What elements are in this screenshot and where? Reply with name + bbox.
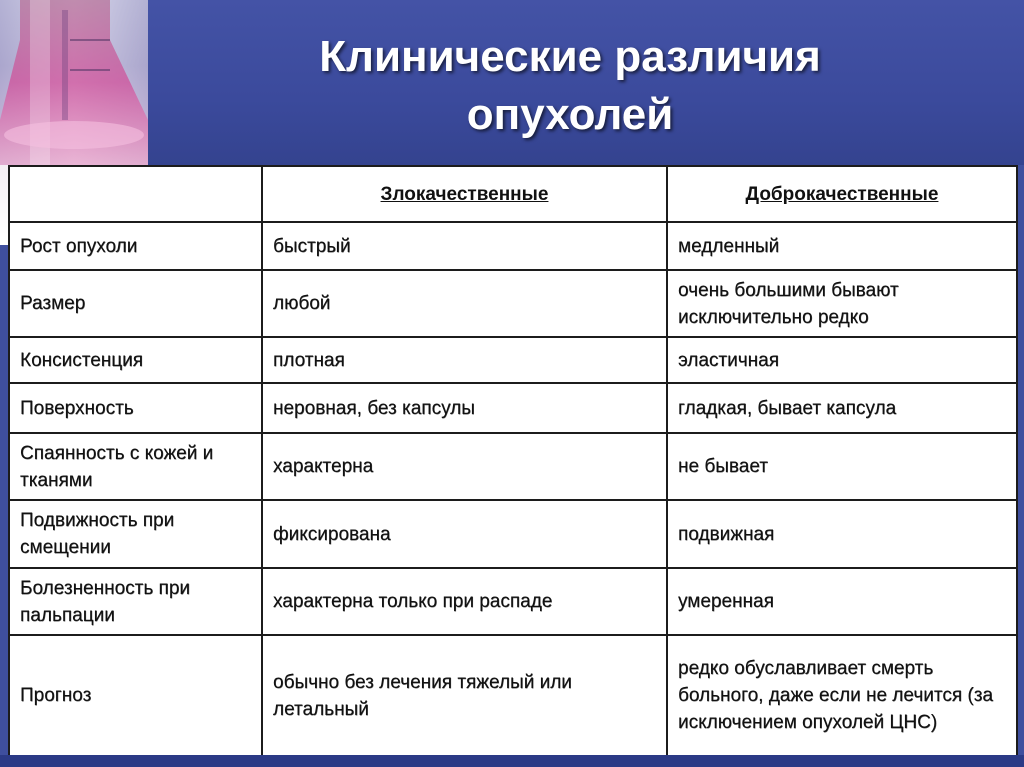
feature-cell: Болезненность при пальпации	[9, 568, 262, 635]
table-row	[9, 270, 1017, 337]
benign-cell: не бывает	[667, 433, 1017, 500]
header-cell-benign: Доброкачественные	[667, 166, 1017, 222]
benign-cell: подвижная	[667, 500, 1017, 568]
malignant-cell: фиксирована	[262, 500, 667, 568]
comparison-table-container	[8, 165, 1016, 755]
malignant-cell: любой	[262, 270, 667, 337]
footer-band	[0, 755, 1024, 767]
benign-cell: очень большими бывают исключительно редко	[667, 270, 1017, 337]
flask-image	[0, 0, 148, 165]
feature-cell: Прогноз	[9, 635, 262, 756]
header-cell-malignant: Злокачественные	[262, 166, 667, 222]
malignant-cell: неровная, без капсулы	[262, 383, 667, 433]
table-row	[9, 222, 1017, 270]
table-row	[9, 383, 1017, 433]
feature-cell: Размер	[9, 270, 262, 337]
table-row	[9, 500, 1017, 568]
benign-cell: умеренная	[667, 568, 1017, 635]
feature-cell: Консистенция	[9, 337, 262, 383]
malignant-cell: плотная	[262, 337, 667, 383]
feature-cell: Поверхность	[9, 383, 262, 433]
feature-cell: Подвижность при смещении	[9, 500, 262, 568]
benign-cell: эластичная	[667, 337, 1017, 383]
table-row	[9, 635, 1017, 756]
table-header-row	[9, 166, 1017, 222]
title-line-2: опухолей	[466, 90, 674, 139]
table-row	[9, 337, 1017, 383]
table-row	[9, 433, 1017, 500]
table-row	[9, 568, 1017, 635]
comparison-table	[8, 165, 1018, 757]
malignant-cell: быстрый	[262, 222, 667, 270]
benign-cell: редко обуславливает смерть больного, даже если не лечится (за исключением опухолей ЦНС)	[667, 635, 1017, 756]
title-line-1: Клинические различия	[319, 32, 821, 81]
feature-cell: Рост опухоли	[9, 222, 262, 270]
feature-cell: Спаянность с кожей и тканями	[9, 433, 262, 500]
malignant-cell: характерна	[262, 433, 667, 500]
malignant-cell: характерна только при распаде	[262, 568, 667, 635]
page-title	[250, 28, 890, 144]
header-cell-feature	[9, 166, 262, 222]
benign-cell: медленный	[667, 222, 1017, 270]
benign-cell: гладкая, бывает капсула	[667, 383, 1017, 433]
malignant-cell: обычно без лечения тяжелый или летальный	[262, 635, 667, 756]
